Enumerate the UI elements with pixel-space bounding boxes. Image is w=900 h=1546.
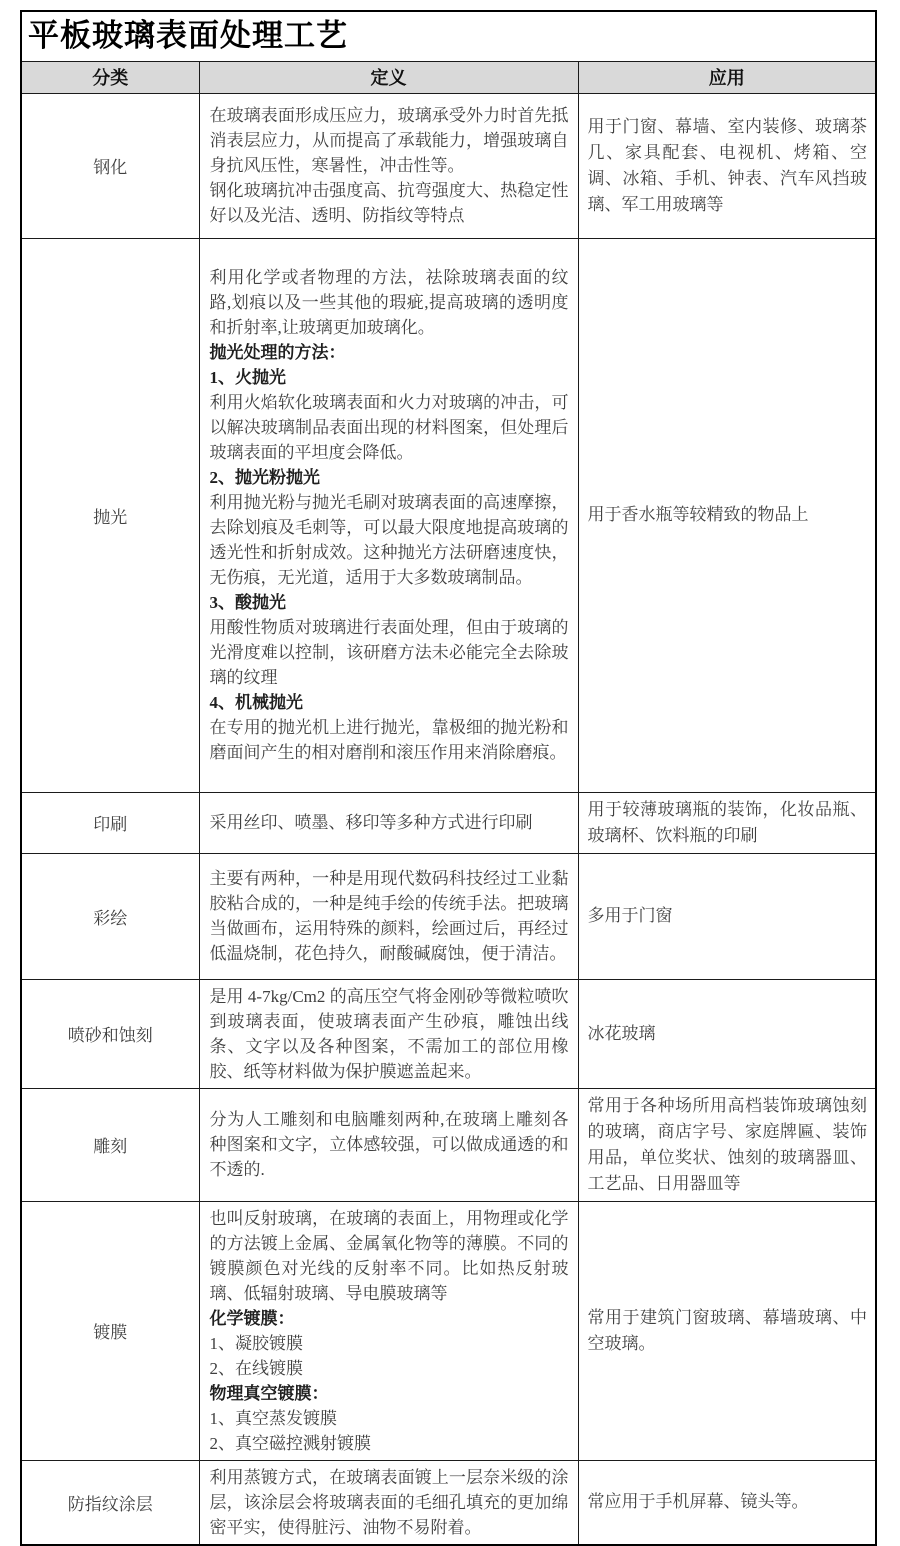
column-header-definition: 定义 [199, 61, 578, 93]
definition-cell [199, 979, 578, 1088]
table-row [21, 1088, 876, 1201]
column-header-category: 分类 [21, 61, 199, 93]
definition-paragraph: 主要有两种，一种是用现代数码科技经过工业黏胶粘合成的，一种是纯手绘的传统手法。把玻璃当做画布，运用特殊的颜料，绘画过后，再经过低温烧制，花色持久，耐酸碱腐蚀，便于清洁。 [209, 869, 569, 963]
table-row [21, 1460, 876, 1545]
definition-paragraph: 是用 4-7kg/Cm2 的高压空气将金刚砂等微粒喷吹到玻璃表面，使玻璃表面产生砂痕，雕蚀出线条、文字以及各种图案，不需加工的部位用橡胶、纸等材料做为保护膜遮盖起来。 [209, 986, 569, 1081]
table-row [21, 853, 876, 979]
definition-subheading: 抛光处理的方法： [209, 343, 346, 362]
application-cell: 常用于各种场所用高档装饰玻璃蚀刻的玻璃，商店字号、家庭牌匾、装饰用品，单位奖状、蚀刻的玻璃器皿、工艺品、日用器皿等 [578, 1088, 876, 1201]
application-cell: 常应用于手机屏幕、镜头等。 [578, 1460, 876, 1545]
definition-paragraph: 1、凝胶镀膜 [209, 1333, 303, 1353]
definition-paragraph: 采用丝印、喷墨、移印等多种方式进行印刷 [209, 813, 533, 832]
column-header-application: 应用 [578, 61, 876, 93]
category-cell: 镀膜 [21, 1201, 199, 1460]
definition-subheading: 化学镀膜： [209, 1308, 295, 1328]
definition-cell [199, 1201, 578, 1460]
table-row [21, 979, 876, 1088]
definition-subheading: 2、抛光粉抛光 [209, 468, 320, 487]
application-cell: 用于较薄玻璃瓶的装饰，化妆品瓶、玻璃杯、饮料瓶的印刷 [578, 792, 876, 853]
application-cell: 多用于门窗 [578, 853, 876, 979]
definition-paragraph: 用酸性物质对玻璃进行表面处理，但由于玻璃的光滑度难以控制，该研磨方法未必能完全去除玻璃的纹理 [209, 618, 569, 687]
category-cell: 抛光 [21, 238, 199, 792]
table-body [21, 93, 876, 1545]
application-cell: 用于门窗、幕墙、室内装修、玻璃茶几、家具配套、电视机、烤箱、空调、冰箱、手机、钟表、汽车风挡玻璃、军工用玻璃等 [578, 93, 876, 238]
definition-paragraph: 利用火焰软化玻璃表面和火力对玻璃的冲击，可以解决玻璃制品表面出现的材料图案，但处理后玻璃表面的平坦度会降低。 [209, 393, 569, 462]
definition-paragraph: 利用蒸镀方式，在玻璃表面镀上一层奈米级的涂层，该涂层会将玻璃表面的毛细孔填充的更加绵密平实，使得脏污、油物不易附着。 [209, 1467, 569, 1537]
definition-cell [199, 93, 578, 238]
definition-cell [199, 1088, 578, 1201]
definition-subheading: 3、酸抛光 [209, 593, 286, 612]
category-cell: 印刷 [21, 792, 199, 853]
application-cell: 常用于建筑门窗玻璃、幕墙玻璃、中空玻璃。 [578, 1201, 876, 1460]
category-cell: 彩绘 [21, 853, 199, 979]
definition-paragraph: 1、真空蒸发镀膜 [209, 1408, 337, 1428]
definition-cell [199, 1460, 578, 1545]
definition-paragraph: 钢化玻璃抗冲击强度高、抗弯强度大、热稳定性好以及光洁、透明、防指纹等特点 [209, 181, 569, 225]
category-cell: 防指纹涂层 [21, 1460, 199, 1545]
definition-paragraph: 利用抛光粉与抛光毛刷对玻璃表面的高速摩擦，去除划痕及毛刺等，可以最大限度地提高玻璃的透光性和折射成效。这种抛光方法研磨速度快，无伤痕，无光道，适用于大多数玻璃制品。 [209, 493, 569, 587]
definition-paragraph: 在专用的抛光机上进行抛光，靠极细的抛光粉和磨面间产生的相对磨削和滚压作用来消除磨痕。 [209, 718, 569, 762]
definition-subheading: 1、火抛光 [209, 368, 286, 387]
table-row [21, 238, 876, 792]
definition-paragraph: 分为人工雕刻和电脑雕刻两种,在玻璃上雕刻各种图案和文字，立体感较强，可以做成通透的和不透的. [209, 1110, 569, 1179]
application-cell: 冰花玻璃 [578, 979, 876, 1088]
title-row [21, 11, 876, 61]
table-row [21, 93, 876, 238]
glass-surface-process-table [20, 10, 877, 1546]
table-header-row [21, 61, 876, 93]
table-row [21, 1201, 876, 1460]
definition-paragraph: 2、真空磁控溅射镀膜 [209, 1433, 371, 1453]
definition-cell [199, 853, 578, 979]
definition-paragraph: 2、在线镀膜 [209, 1358, 303, 1378]
category-cell: 雕刻 [21, 1088, 199, 1201]
category-cell: 钢化 [21, 93, 199, 238]
definition-subheading: 4、机械抛光 [209, 693, 303, 712]
category-cell: 喷砂和蚀刻 [21, 979, 199, 1088]
definition-subheading: 物理真空镀膜： [209, 1383, 329, 1403]
definition-paragraph: 在玻璃表面形成压应力，玻璃承受外力时首先抵消表层应力，从而提高了承载能力，增强玻璃自身抗风压性，寒暑性，冲击性等。 [209, 106, 569, 175]
definition-cell [199, 238, 578, 792]
application-cell: 用于香水瓶等较精致的物品上 [578, 238, 876, 792]
page-title: 平板玻璃表面处理工艺 [28, 17, 348, 53]
definition-paragraph: 也叫反射玻璃，在玻璃的表面上，用物理或化学的方法镀上金属、金属氧化物等的薄膜。不同的镀膜颜色对光线的反射率不同。比如热反射玻璃、低辐射玻璃、导电膜玻璃等 [209, 1208, 569, 1303]
definition-cell [199, 792, 578, 853]
table-row [21, 792, 876, 853]
definition-paragraph: 利用化学或者物理的方法，祛除玻璃表面的纹路,划痕以及一些其他的瑕疵,提高玻璃的透明度和折射率,让玻璃更加玻璃化。 [209, 268, 569, 337]
